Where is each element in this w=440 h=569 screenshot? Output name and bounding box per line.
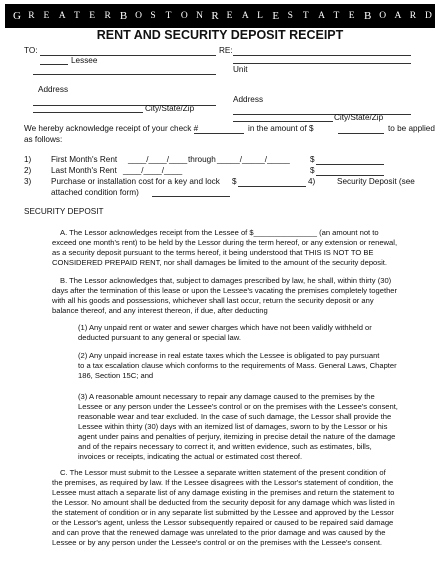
lessee-short-line[interactable] (40, 64, 68, 65)
banner-letter: T (333, 11, 340, 21)
banner-letter: O (135, 11, 142, 21)
item-2-amount-line[interactable] (316, 175, 384, 176)
board-banner (5, 4, 435, 28)
banner-letter: E (43, 11, 50, 21)
paragraph-b2 (78, 351, 412, 381)
banner-letter: R (409, 11, 417, 21)
paragraph-line: (1) Any unpaid rent or water and sewer charges which have not been validly withheld or (78, 323, 372, 332)
lessee-line[interactable] (33, 74, 216, 75)
banner-letter: R (28, 11, 35, 21)
paragraph-line: as a security deposit pursuant to the terms hereof, it being understood that THIS IS NOT TO BE (52, 248, 374, 257)
banner-letter: T (74, 11, 80, 21)
paragraph-line: the statement of condition or in any separate list submitted by the Lessee and approved by the Lessor (52, 508, 394, 517)
page-title: RENT AND SECURITY DEPOSIT RECEIPT (96, 28, 344, 42)
item-1-amount-line[interactable] (316, 164, 384, 165)
item-1-dollar: $ (310, 155, 315, 164)
as-follows-text: as follows: (24, 135, 63, 144)
paragraph-line: or the Lessor's agent, unless the Lessor subsequently repaired or caused to be repaired said damage (52, 518, 394, 527)
paragraph-line: deducted pursuant to any general or special law. (78, 333, 241, 342)
banner-letter: A (58, 11, 66, 21)
banner-letter: A (394, 11, 402, 21)
paragraph-line: A. The Lessor acknowledges receipt from the Lessee of $_______________ (an amount not to (60, 228, 379, 237)
item-1-through: through (188, 155, 216, 164)
item-3-number: 3) (24, 177, 32, 186)
re-label: RE: (219, 46, 233, 55)
amount-line[interactable] (338, 133, 384, 134)
banner-letter: N (196, 11, 203, 21)
paragraph-a (52, 228, 412, 268)
item-2-dollar: $ (310, 166, 315, 175)
unit-line[interactable] (233, 63, 411, 64)
paragraph-line: with all his goods and possessions, whichever shall last occur, return the security deposit or any (52, 296, 374, 305)
paragraph-line: (2) Any unpaid increase in real estate taxes which the Lessee is obligated to pay pursuant (78, 351, 380, 360)
banner-letter: B (363, 9, 372, 22)
banner-letter: R (211, 9, 219, 22)
banner-letter: A (318, 11, 326, 21)
banner-letter: D (425, 11, 432, 21)
banner-letter: A (241, 11, 249, 21)
paragraph-line: 186, Section 15C; and (78, 371, 154, 380)
banner-letter: T (165, 11, 172, 21)
acknowledge-text: We hereby acknowledge receipt of your check # (24, 124, 199, 133)
item-2-number: 2) (24, 166, 32, 175)
unit-address-label: Address (233, 95, 264, 104)
paragraph-c (52, 468, 412, 548)
banner-letter: S (287, 11, 293, 21)
lessee-city-label: City/State/Zip (145, 104, 195, 113)
item-3-dollar: $ (232, 177, 237, 186)
lessee-city-line[interactable] (33, 112, 143, 113)
condition-form-line[interactable] (152, 196, 230, 197)
paragraph-line: invoices or receipts, indicating the actual or estimated cost thereof. (78, 452, 303, 461)
item-1-number: 1) (24, 155, 32, 164)
unit-city-line[interactable] (233, 121, 333, 122)
unit-address-line[interactable] (233, 114, 411, 115)
item-2-date[interactable]: ____/____/____ (123, 166, 183, 175)
paragraph-b (52, 276, 412, 316)
paragraph-line: Lessee must attach a separate list of any damage existing in the premises and return the statement to (52, 488, 395, 497)
unit-label: Unit (233, 65, 248, 74)
banner-letter: E (272, 9, 280, 22)
item-3-label-cont: attached condition form) (51, 188, 139, 197)
paragraph-line: B. The Lessor acknowledges that, subject to damages prescribed by law, he shall, within thirty (30) (60, 276, 392, 285)
paragraph-line: agent under pains and penalties of perjury, itemizing in precise detail the nature of the damage (78, 432, 396, 441)
re-line[interactable] (233, 55, 411, 56)
paragraph-line: days after the termination of this lease or upon the Lessee's vacating the premises completely together (52, 286, 398, 295)
unit-city-label: City/State/Zip (334, 113, 384, 122)
lessee-address-label: Address (38, 85, 69, 94)
banner-letter: R (104, 11, 111, 21)
paragraph-line: and can prove that the renewed damage was unrelated to the prior damage and was caused by the (52, 528, 386, 537)
banner-letter: S (150, 11, 156, 21)
banner-letter: E (348, 11, 355, 21)
paragraph-line: balance thereof, and any interest thereon, if due, after deducting (52, 306, 268, 315)
item-1-date-end[interactable]: _____/_____/_____ (217, 155, 290, 164)
paragraph-line: (3) A reasonable amount necessary to repair any damage caused to the premises by the (78, 392, 375, 401)
security-deposit-label: Security Deposit (see (337, 177, 415, 186)
section-heading: SECURITY DEPOSIT (24, 207, 104, 216)
paragraph-line: the premises, as required by law. If the Lessee disagrees with the Lessor's statement of condition, the (52, 478, 394, 487)
paragraph-line: Lessee or by any person under the Lessee's control or on the premises with the Lessee's consent. (52, 538, 383, 547)
lessee-label: Lessee (71, 56, 98, 65)
paragraph-line: to a tax escalation clause which conforms to the requirements of Mass. General Laws, Chapter (78, 361, 397, 370)
banner-letter: B (119, 9, 128, 22)
check-number-line[interactable] (194, 133, 244, 134)
paragraph-b3 (78, 392, 412, 462)
paragraph-line: CONSIDERED PREPAID RENT, nor shall damages be limited to the amount of the security deposit. (52, 258, 387, 267)
banner-letter: T (302, 11, 309, 21)
banner-letter: G (13, 9, 21, 22)
banner-letter: E (89, 11, 96, 21)
paragraph-b1 (78, 323, 412, 343)
item-3-label: Purchase or installation cost for a key and lock (51, 177, 220, 186)
item-1-date[interactable]: ____/____/____ (128, 155, 188, 164)
item-4-number: 4) (308, 177, 316, 186)
banner-letter: O (180, 11, 188, 21)
paragraph-line: the Lessor. No amount shall be deducted from the security deposit for any damage which was listed in (52, 498, 395, 507)
item-1-label: First Month's Rent (51, 155, 118, 164)
banner-letter: L (257, 11, 263, 21)
applied-text: to be applied (388, 124, 435, 133)
to-line[interactable] (40, 55, 216, 56)
item-2-label: Last Month's Rent (51, 166, 117, 175)
paragraph-line: reasonable wear and tear excluded. In the case of such damage, the Lessor shall provide the (78, 412, 392, 421)
paragraph-line: and of the repairs necessary to correct it, and written evidence, such as estimates, bills, (78, 442, 372, 451)
banner-letter: O (379, 11, 387, 21)
paragraph-line: exceed one month's rent) to be held by the Lessor during the term hereof, or any extension or renewal, (52, 238, 398, 247)
paragraph-line: C. The Lessor must submit to the Lessee a separate written statement of the present condition of (60, 468, 386, 477)
paragraph-line: Lessee or any person under the Lessee's control or on the premises with the Lessee's consent, (78, 402, 398, 411)
item-3-amount-line[interactable] (238, 186, 306, 187)
amount-text: in the amount of $ (248, 124, 314, 133)
banner-letter: E (226, 11, 233, 21)
to-label: TO: (24, 46, 38, 55)
paragraph-line: Lessee within thirty (30) days with an itemized list of damages, sworn to by the Lessor or his (78, 422, 388, 431)
